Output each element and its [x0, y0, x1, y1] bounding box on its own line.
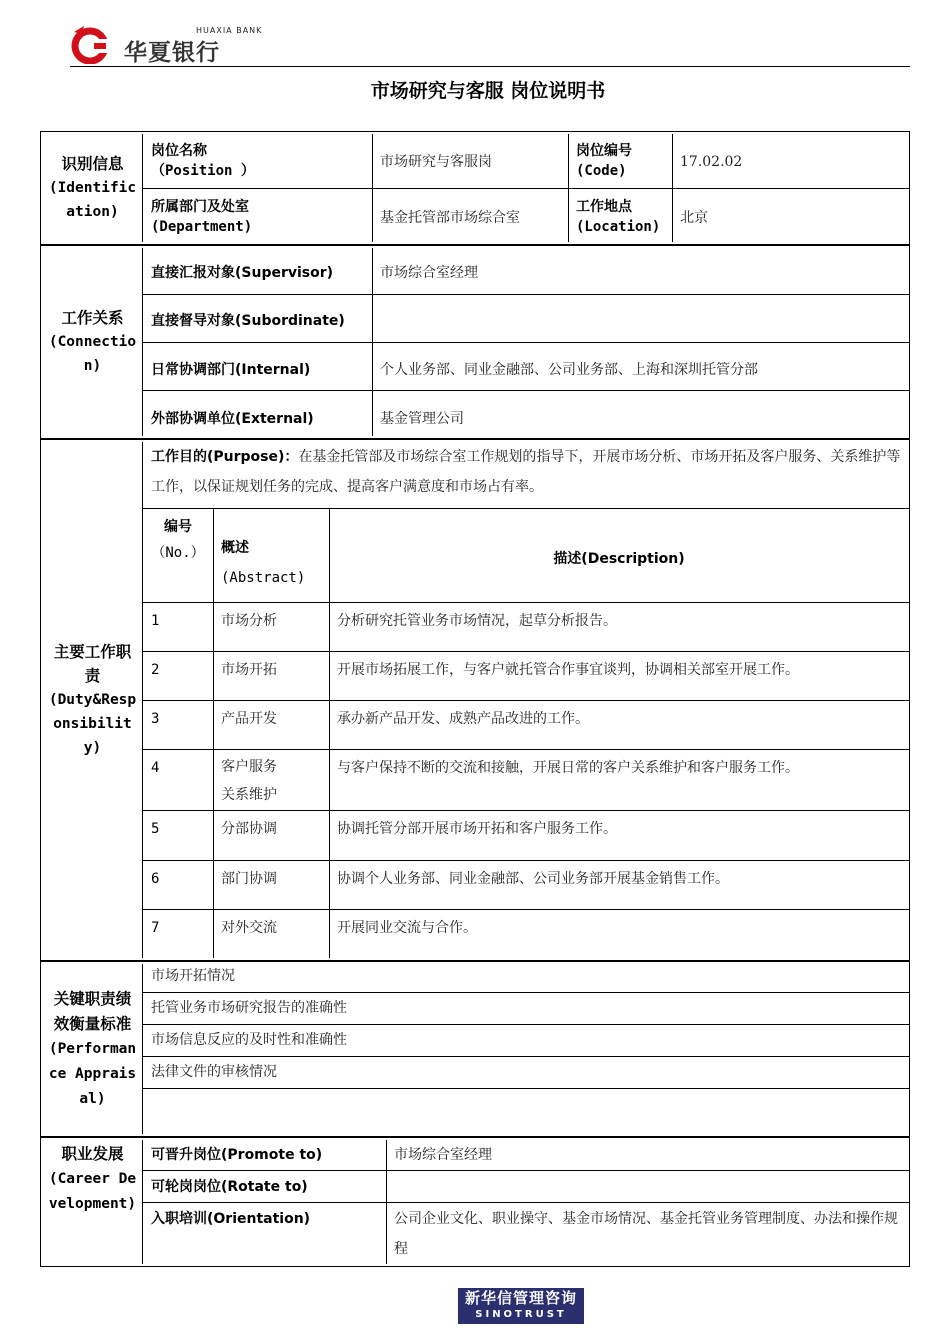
duty-desc: 与客户保持不断的交流和接触，开展日常的客户关系维护和客户服务工作。: [337, 760, 799, 776]
duty-label-en: (Duty&Responsibility): [48, 692, 137, 756]
location-label-cn: 工作地点: [576, 199, 632, 215]
col-abstract-header: [213, 528, 329, 588]
performance-section: [40, 961, 910, 1137]
performance-item: 法律文件的审核情况: [151, 1064, 277, 1080]
duty-desc: 开展同业交流与合作。: [337, 920, 477, 936]
performance-item: [143, 1092, 909, 1099]
subordinate-label: 直接督导对象(Subordinate): [151, 313, 345, 329]
col-no-en: （No.）: [151, 545, 205, 561]
location-value: 北京: [680, 210, 708, 226]
duty-label-cn: 主要工作职责: [53, 643, 132, 685]
performance-label: [43, 964, 143, 1134]
col-desc-header: 描述(Description): [553, 551, 685, 567]
duty-abstract: 对外交流: [221, 920, 277, 936]
sinotrust-logo-cn: 新华信管理咨询: [464, 1289, 577, 1307]
position-label-en: （Position ）: [151, 163, 255, 179]
duty-no: 1: [151, 613, 160, 629]
duty-desc: 分析研究托管业务市场情况，起草分析报告。: [337, 613, 617, 629]
code-label-en: (Code): [576, 163, 627, 179]
orientation-label: 入职培训(Orientation): [151, 1211, 311, 1227]
connection-label: [43, 248, 143, 436]
duty-desc: 承办新产品开发、成熟产品改进的工作。: [337, 711, 589, 727]
page-header: [70, 24, 910, 64]
duty-abstract: 部门协调: [221, 871, 277, 887]
col-abstract-en: (Abstract): [221, 570, 306, 586]
bank-name-cn: 华夏银行: [124, 40, 220, 66]
career-section: [40, 1137, 910, 1267]
duty-label: [43, 442, 143, 958]
code-label: [568, 136, 672, 188]
sinotrust-logo: [458, 1288, 584, 1324]
duty-desc: 协调个人业务部、同业金融部、公司业务部开展基金销售工作。: [337, 871, 729, 887]
duty-abstract: 客户服务关系维护: [221, 759, 277, 803]
duty-abstract: 市场分析: [221, 613, 277, 629]
huaxia-bank-logo-icon: [70, 24, 110, 64]
duty-desc: 开展市场拓展工作，与客户就托管合作事宜谈判，协调相关部室开展工作。: [337, 662, 799, 678]
header-divider: [70, 66, 910, 67]
internal-value: 个人业务部、同业金融部、公司业务部、上海和深圳托管分部: [380, 362, 758, 378]
duty-no: 2: [151, 662, 160, 678]
external-value: 基金管理公司: [380, 411, 464, 427]
orientation-value: 公司企业文化、职业操守、基金市场情况、基金托管业务管理制度、办法和操作规程: [394, 1211, 898, 1257]
duty-no: 3: [151, 711, 160, 727]
purpose-text: 在基金托管部及市场综合室工作规划的指导下，开展市场分析、市场开拓及客户服务、关系维护等工作，以保证规划任务的完成、提高客户满意度和市场占有率。: [151, 449, 901, 495]
performance-label-cn: 关键职责绩效衡量标准: [53, 989, 132, 1033]
duty-abstract: 产品开发: [221, 711, 277, 727]
department-value: 基金托管部市场综合室: [380, 210, 520, 226]
promote-value: 市场综合室经理: [394, 1147, 492, 1163]
identification-section: [40, 131, 910, 245]
internal-label: 日常协调部门(Internal): [151, 362, 311, 378]
connection-label-en: (Connection): [48, 334, 137, 374]
promote-label: 可晋升岗位(Promote to): [151, 1147, 323, 1163]
col-no-header: [143, 512, 213, 600]
department-label-cn: 所属部门及处室: [151, 199, 249, 215]
code-label-cn: 岗位编号: [576, 143, 632, 159]
position-label: [143, 136, 372, 188]
location-label: [568, 192, 672, 244]
bank-name-en: HUAXIA BANK: [196, 26, 263, 35]
sinotrust-logo-en: SINOTRUST: [475, 1309, 567, 1320]
identification-label-cn: 识别信息: [61, 155, 124, 173]
duty-desc: 协调托管分部开展市场开拓和客户服务工作。: [337, 821, 617, 837]
performance-item: 市场开拓情况: [151, 968, 235, 984]
department-label: [143, 192, 372, 244]
duty-abstract: 分部协调: [221, 821, 277, 837]
purpose-block: [143, 442, 909, 508]
code-value: 17.02.02: [680, 154, 743, 170]
performance-item: 市场信息反应的及时性和准确性: [151, 1032, 347, 1048]
career-label: [43, 1140, 143, 1264]
performance-item: 托管业务市场研究报告的准确性: [151, 1000, 347, 1016]
document-title: 市场研究与客服 岗位说明书: [370, 80, 606, 102]
supervisor-value: 市场综合室经理: [380, 265, 478, 281]
duty-no: 7: [151, 920, 160, 936]
identification-label-en: (Identification): [48, 180, 137, 220]
rotate-label: 可轮岗岗位(Rotate to): [151, 1179, 308, 1195]
duty-no: 6: [151, 871, 160, 887]
department-label-en: (Department): [151, 219, 253, 235]
duty-no: 4: [151, 760, 160, 776]
career-label-en: (Career Development): [48, 1171, 137, 1212]
external-label: 外部协调单位(External): [151, 411, 314, 427]
subordinate-value: [372, 306, 909, 336]
position-value: 市场研究与客服岗: [380, 154, 492, 170]
col-abstract-cn: 概述: [221, 540, 249, 556]
location-label-en: (Location): [576, 219, 661, 235]
supervisor-label: 直接汇报对象(Supervisor): [151, 265, 334, 281]
purpose-label: 工作目的(Purpose)：: [151, 449, 299, 465]
duty-section: [40, 439, 910, 961]
duty-no: 5: [151, 821, 160, 837]
col-no-cn: 编号: [164, 519, 192, 535]
career-label-cn: 职业发展: [61, 1145, 124, 1163]
performance-label-en: (Performance Appraisal): [48, 1040, 137, 1107]
identification-label: [43, 134, 143, 242]
position-label-cn: 岗位名称: [151, 143, 207, 159]
connection-label-cn: 工作关系: [61, 309, 124, 327]
rotate-value: [386, 1172, 909, 1182]
connection-section: [40, 245, 910, 439]
duty-abstract: 市场开拓: [221, 662, 277, 678]
